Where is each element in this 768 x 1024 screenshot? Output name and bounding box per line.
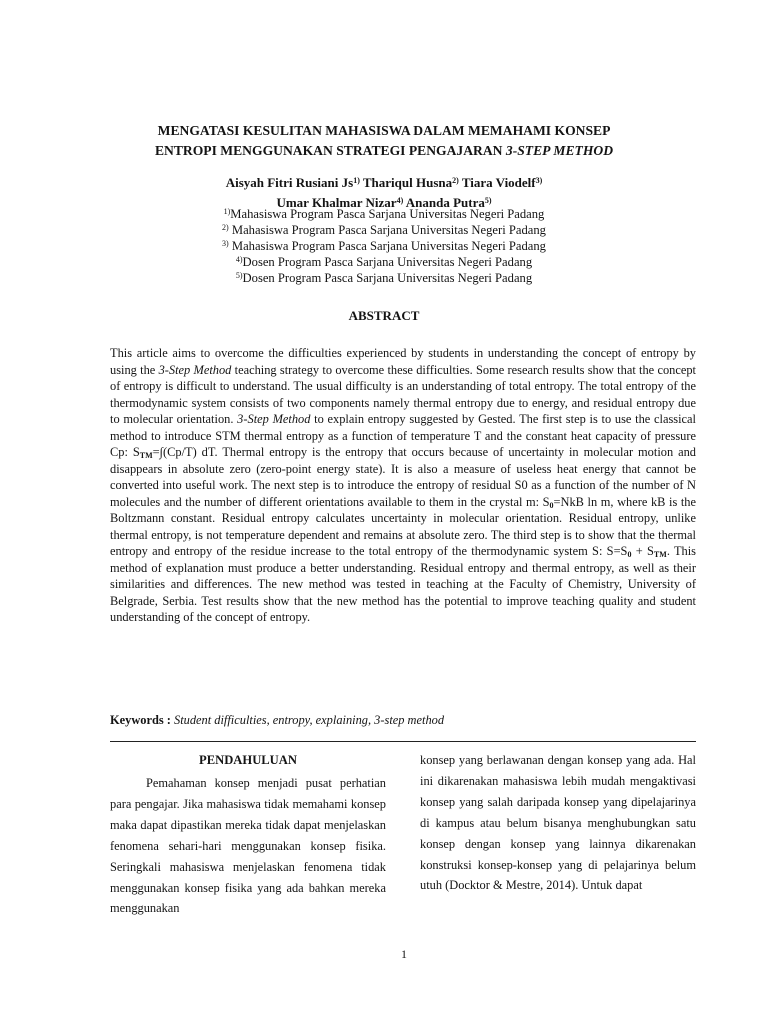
affiliation-list [100, 206, 668, 286]
affiliation-item [100, 254, 668, 270]
keywords-text: Student difficulties, entropy, explaining, 3-step method [174, 713, 445, 727]
title-line-2: ENTROPI MENGGUNAKAN STRATEGI PENGAJARAN [154, 143, 506, 158]
affiliation-marker: 1) [223, 207, 231, 216]
abstract-method-italic: 3-Step Method [237, 412, 311, 426]
section-heading: PENDAHULUAN [199, 753, 297, 767]
keywords-label: Keywords : [110, 713, 175, 727]
author-4: Umar Khalmar Nizar [276, 195, 397, 210]
affiliation-item [100, 206, 668, 222]
affiliation-marker: 2) [222, 223, 229, 232]
author-1: Aisyah Fitri Rusiani Js [225, 175, 354, 190]
affiliation-item [100, 238, 668, 254]
title-method-italic: 3-STEP METHOD [505, 143, 614, 158]
body-paragraph: Pemahaman konsep menjadi pusat perhatian para pengajar. Jika mahasiswa tidak memahami konsep maka dapat dipastikan mereka tidak dapat menjelaskan fenomena sehari-hari menggunakan konsep fisika. Seringkali mahasiswa menjelaskan fenomena tidak menggunakan konsep fisika yang ada bahkan mereka menggunakan [110, 776, 386, 916]
affiliation-text: Dosen Program Pasca Sarjana Universitas Negeri Padang [242, 271, 533, 285]
author-5: Ananda Putra [403, 195, 485, 210]
subscript: 0 [549, 500, 554, 510]
paper-title [100, 121, 668, 161]
abstract-text: teaching strategy to overcome these difficulties. Some research results show that the concept of entropy is difficult to understand. The usual difficulty is an understanding of total entropy. The total entropy of the thermodynamic system consists of two components namely thermal entropy due to energy, and residual entropy due to molecular orientation. [110, 362, 696, 426]
abstract-text: to explain entropy suggested by Gested. The first step is to use the classical method to introduce STM thermal entropy as a function of temperature T and the constant heat capacity of pressure Cp: S [110, 412, 696, 459]
abstract-heading: ABSTRACT [348, 308, 420, 323]
subscript: TM [139, 451, 153, 460]
abstract-text: =∫(Cp/T) dT. Thermal entropy is the entropy that occurs because of uncertainty in molecular motion and disappears in absolute zero (zero-point energy state). It is also a measure of useless heat energy that cannot be converted into useful work. The next step is to introduce the entropy of residual S0 as a function of the number of N molecules and the number of different orientations available to them in the crystal m: S [110, 445, 696, 509]
affiliation-item [100, 222, 668, 238]
right-column [420, 750, 696, 896]
body-paragraph: konsep yang berlawanan dengan konsep yang ada. Hal ini dikarenakan mahasiswa lebih mudah mengaktivasi konsep yang salah daripada konsep yang dipelajarinya di kampus atau belum bisanya menghubungkan satu konsep dengan konsep yang lainnya dikarenakan konstruksi konsep-konsep yang di pelajarinya belum utuh (Docktor & Mestre, 2014). Untuk dapat [420, 753, 696, 893]
abstract-text: . This method of explanation must produce a better understanding. Residual entropy and thermal entropy, as well as their similarities and differences. The new method was tested in teaching at the Faculty of Chemistry, University of Belgrade, Serbia. Test results show that the new method has the potential to improve teaching quality and student understanding of the concept of entropy. [110, 544, 697, 624]
section-divider [110, 741, 696, 742]
author-4-marker: 4) [396, 196, 404, 205]
affiliation-marker: 3) [222, 239, 229, 248]
affiliation-text: Dosen Program Pasca Sarjana Universitas Negeri Padang [242, 255, 533, 269]
keywords-line [110, 712, 696, 728]
abstract-text: This article aims to overcome the difficulties experienced by students in understanding the concept of entropy by using the [110, 346, 696, 377]
subscript: TM [653, 550, 667, 559]
page-number: 1 [401, 947, 407, 961]
abstract-text: + S [631, 544, 654, 558]
affiliation-marker: 5) [235, 271, 243, 280]
affiliation-text: Mahasiswa Program Pasca Sarjana Universitas Negeri Padang [228, 239, 546, 253]
author-2-marker: 2) [452, 176, 459, 185]
affiliation-item [100, 270, 668, 286]
abstract-method-italic: 3-Step Method [158, 362, 232, 377]
author-5-marker: 5) [484, 196, 492, 205]
author-2: Thariqul Husna [359, 175, 453, 190]
left-column [110, 750, 386, 919]
author-3: Tiara Viodelf [458, 175, 536, 190]
title-line-1: MENGATASI KESULITAN MAHASISWA DALAM MEMAHAMI KONSEP [157, 123, 611, 138]
affiliation-text: Mahasiswa Program Pasca Sarjana Universitas Negeri Padang [230, 207, 545, 221]
author-1-marker: 1) [353, 176, 360, 185]
subscript: 0 [627, 550, 632, 559]
affiliation-marker: 4) [235, 255, 243, 264]
author-3-marker: 3) [535, 176, 543, 185]
affiliation-text: Mahasiswa Program Pasca Sarjana Universitas Negeri Padang [228, 223, 546, 237]
abstract-body [110, 345, 696, 626]
abstract-text: =NkB ln m, where kB is the Boltzmann constant. Residual entropy calculates uncertainty in molecular orientation. Residual entropy, unlike thermal entropy, is not temperature dependent and remains at absolute zero. The third step is to show that the thermal entropy and entropy of the residue increase to the total entropy of the thermodynamic system S: S=S [110, 494, 696, 558]
